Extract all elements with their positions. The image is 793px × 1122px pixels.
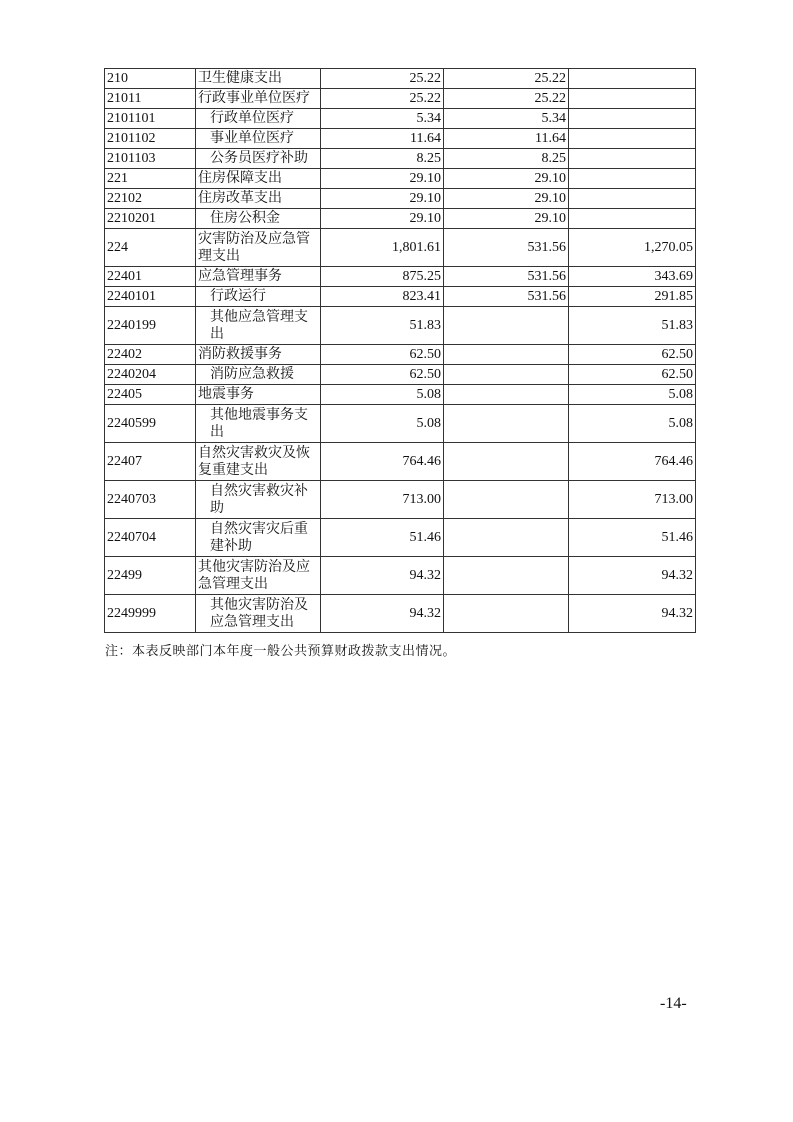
project-expenditure-cell [569,69,696,89]
subject-name-cell: 卫生健康支出 [196,69,321,89]
project-expenditure-cell: 94.32 [569,557,696,595]
subject-name-cell: 自然灾害救灾及恢复重建支出 [196,443,321,481]
subject-name-cell: 住房公积金 [196,209,321,229]
subject-name-cell: 住房改革支出 [196,189,321,209]
subject-name-cell: 自然灾害灾后重建补助 [196,519,321,557]
table-row [105,443,696,481]
subject-name-cell: 其他灾害防治及应急管理支出 [196,595,321,633]
subject-code-cell: 22402 [105,345,196,365]
table-row [105,129,696,149]
table-row [105,109,696,129]
total-amount-cell: 29.10 [321,189,444,209]
subject-code-cell: 210 [105,69,196,89]
subject-code-cell: 2249999 [105,595,196,633]
table-row [105,229,696,267]
basic-expenditure-cell: 11.64 [444,129,569,149]
project-expenditure-cell: 62.50 [569,365,696,385]
basic-expenditure-cell: 25.22 [444,69,569,89]
project-expenditure-cell [569,169,696,189]
table-row [105,365,696,385]
subject-name-cell: 消防应急救援 [196,365,321,385]
project-expenditure-cell: 764.46 [569,443,696,481]
total-amount-cell: 1,801.61 [321,229,444,267]
table-row [105,345,696,365]
total-amount-cell: 25.22 [321,69,444,89]
total-amount-cell: 5.34 [321,109,444,129]
total-amount-cell: 94.32 [321,595,444,633]
expenditure-table-body [105,69,696,633]
subject-code-cell: 2101101 [105,109,196,129]
project-expenditure-cell [569,189,696,209]
table-row [105,267,696,287]
basic-expenditure-cell: 29.10 [444,169,569,189]
subject-code-cell: 22405 [105,385,196,405]
subject-name-cell: 地震事务 [196,385,321,405]
project-expenditure-cell: 62.50 [569,345,696,365]
subject-code-cell: 2101102 [105,129,196,149]
basic-expenditure-cell: 531.56 [444,287,569,307]
table-row [105,287,696,307]
project-expenditure-cell: 291.85 [569,287,696,307]
basic-expenditure-cell: 5.34 [444,109,569,129]
subject-code-cell: 2240704 [105,519,196,557]
project-expenditure-cell: 1,270.05 [569,229,696,267]
project-expenditure-cell: 94.32 [569,595,696,633]
basic-expenditure-cell [444,345,569,365]
table-row [105,557,696,595]
project-expenditure-cell [569,129,696,149]
subject-code-cell: 2240703 [105,481,196,519]
subject-code-cell: 2240204 [105,365,196,385]
total-amount-cell: 51.46 [321,519,444,557]
project-expenditure-cell: 343.69 [569,267,696,287]
total-amount-cell: 875.25 [321,267,444,287]
table-row [105,519,696,557]
subject-code-cell: 22102 [105,189,196,209]
total-amount-cell: 29.10 [321,169,444,189]
basic-expenditure-cell: 25.22 [444,89,569,109]
basic-expenditure-cell [444,307,569,345]
basic-expenditure-cell [444,557,569,595]
basic-expenditure-cell [444,405,569,443]
subject-code-cell: 2210201 [105,209,196,229]
total-amount-cell: 29.10 [321,209,444,229]
total-amount-cell: 62.50 [321,345,444,365]
total-amount-cell: 11.64 [321,129,444,149]
basic-expenditure-cell: 29.10 [444,209,569,229]
basic-expenditure-cell: 531.56 [444,267,569,287]
total-amount-cell: 5.08 [321,405,444,443]
total-amount-cell: 5.08 [321,385,444,405]
total-amount-cell: 8.25 [321,149,444,169]
project-expenditure-cell: 713.00 [569,481,696,519]
subject-name-cell: 住房保障支出 [196,169,321,189]
table-row [105,405,696,443]
subject-name-cell: 行政运行 [196,287,321,307]
subject-code-cell: 224 [105,229,196,267]
basic-expenditure-cell: 531.56 [444,229,569,267]
project-expenditure-cell: 51.46 [569,519,696,557]
table-note: 注：本表反映部门本年度一般公共预算财政拨款支出情况。 [105,643,457,658]
total-amount-cell: 62.50 [321,365,444,385]
basic-expenditure-cell [444,385,569,405]
subject-name-cell: 其他灾害防治及应急管理支出 [196,557,321,595]
basic-expenditure-cell: 8.25 [444,149,569,169]
subject-name-cell: 消防救援事务 [196,345,321,365]
total-amount-cell: 764.46 [321,443,444,481]
table-row [105,385,696,405]
expenditure-table [104,68,696,633]
basic-expenditure-cell [444,481,569,519]
subject-name-cell: 行政单位医疗 [196,109,321,129]
subject-code-cell: 22401 [105,267,196,287]
subject-name-cell: 其他应急管理支出 [196,307,321,345]
subject-code-cell: 22499 [105,557,196,595]
subject-code-cell: 2240101 [105,287,196,307]
basic-expenditure-cell [444,519,569,557]
table-row [105,89,696,109]
project-expenditure-cell [569,89,696,109]
subject-code-cell: 21011 [105,89,196,109]
page-number: -14- [660,995,687,1012]
total-amount-cell: 25.22 [321,89,444,109]
subject-code-cell: 2240599 [105,405,196,443]
subject-name-cell: 其他地震事务支出 [196,405,321,443]
project-expenditure-cell: 5.08 [569,405,696,443]
subject-name-cell: 行政事业单位医疗 [196,89,321,109]
basic-expenditure-cell [444,595,569,633]
basic-expenditure-cell [444,443,569,481]
project-expenditure-cell [569,149,696,169]
subject-name-cell: 公务员医疗补助 [196,149,321,169]
project-expenditure-cell: 51.83 [569,307,696,345]
basic-expenditure-cell: 29.10 [444,189,569,209]
subject-code-cell: 2101103 [105,149,196,169]
subject-name-cell: 应急管理事务 [196,267,321,287]
subject-code-cell: 22407 [105,443,196,481]
subject-code-cell: 221 [105,169,196,189]
subject-name-cell: 自然灾害救灾补助 [196,481,321,519]
subject-code-cell: 2240199 [105,307,196,345]
total-amount-cell: 51.83 [321,307,444,345]
total-amount-cell: 823.41 [321,287,444,307]
project-expenditure-cell: 5.08 [569,385,696,405]
table-row [105,595,696,633]
subject-name-cell: 事业单位医疗 [196,129,321,149]
total-amount-cell: 94.32 [321,557,444,595]
basic-expenditure-cell [444,365,569,385]
table-row [105,209,696,229]
total-amount-cell: 713.00 [321,481,444,519]
project-expenditure-cell [569,109,696,129]
subject-name-cell: 灾害防治及应急管理支出 [196,229,321,267]
project-expenditure-cell [569,209,696,229]
table-row [105,69,696,89]
table-row [105,481,696,519]
table-row [105,169,696,189]
table-row [105,307,696,345]
table-row [105,189,696,209]
table-row [105,149,696,169]
